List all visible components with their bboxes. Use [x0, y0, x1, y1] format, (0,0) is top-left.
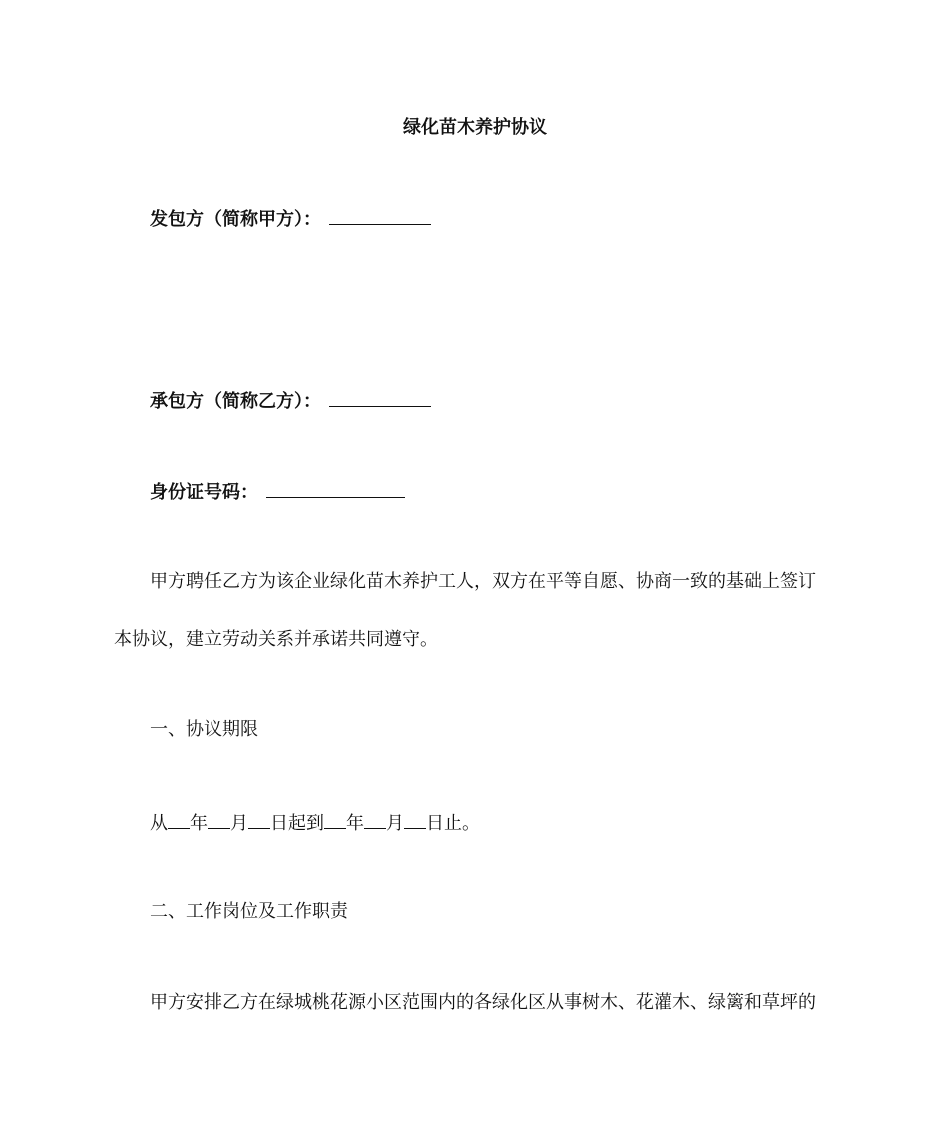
party-a-row [150, 206, 431, 232]
party-a-blank [329, 206, 431, 225]
day-blank-1 [248, 810, 270, 829]
intro-paragraph-line2: 本协议，建立劳动关系并承诺共同遵守。 [114, 629, 438, 650]
term-row [150, 810, 480, 836]
month-blank-1 [208, 810, 230, 829]
year-blank-1 [168, 810, 190, 829]
intro-paragraph-line1: 甲方聘任乙方为该企业绿化苗木养护工人，双方在平等自愿、协商一致的基础上签订 [150, 571, 816, 592]
party-b-label: 承包方（简称乙方）： [150, 391, 321, 412]
id-number-label: 身份证号码： [150, 482, 258, 503]
term-year-2: 年 [346, 813, 364, 834]
term-month-1: 月 [230, 813, 248, 834]
day-blank-2 [404, 810, 426, 829]
duties-paragraph-line1: 甲方安排乙方在绿城桃花源小区范围内的各绿化区从事树木、花灌木、绿篱和草坪的 [150, 992, 816, 1013]
document-title: 绿化苗木养护协议 [403, 117, 547, 138]
month-blank-2 [364, 810, 386, 829]
id-number-blank [266, 479, 405, 498]
party-b-blank [329, 388, 431, 407]
party-b-row [150, 388, 431, 414]
term-year-1: 年 [190, 813, 208, 834]
year-blank-2 [324, 810, 346, 829]
section-2-heading: 二、工作岗位及工作职责 [150, 901, 348, 922]
term-month-2: 月 [386, 813, 404, 834]
term-day-2: 日止。 [426, 813, 480, 834]
id-number-row [150, 479, 405, 505]
party-a-label: 发包方（简称甲方）： [150, 209, 321, 230]
term-day-1: 日起到 [270, 813, 324, 834]
section-1-heading: 一、协议期限 [150, 719, 258, 740]
term-from: 从 [150, 813, 168, 834]
